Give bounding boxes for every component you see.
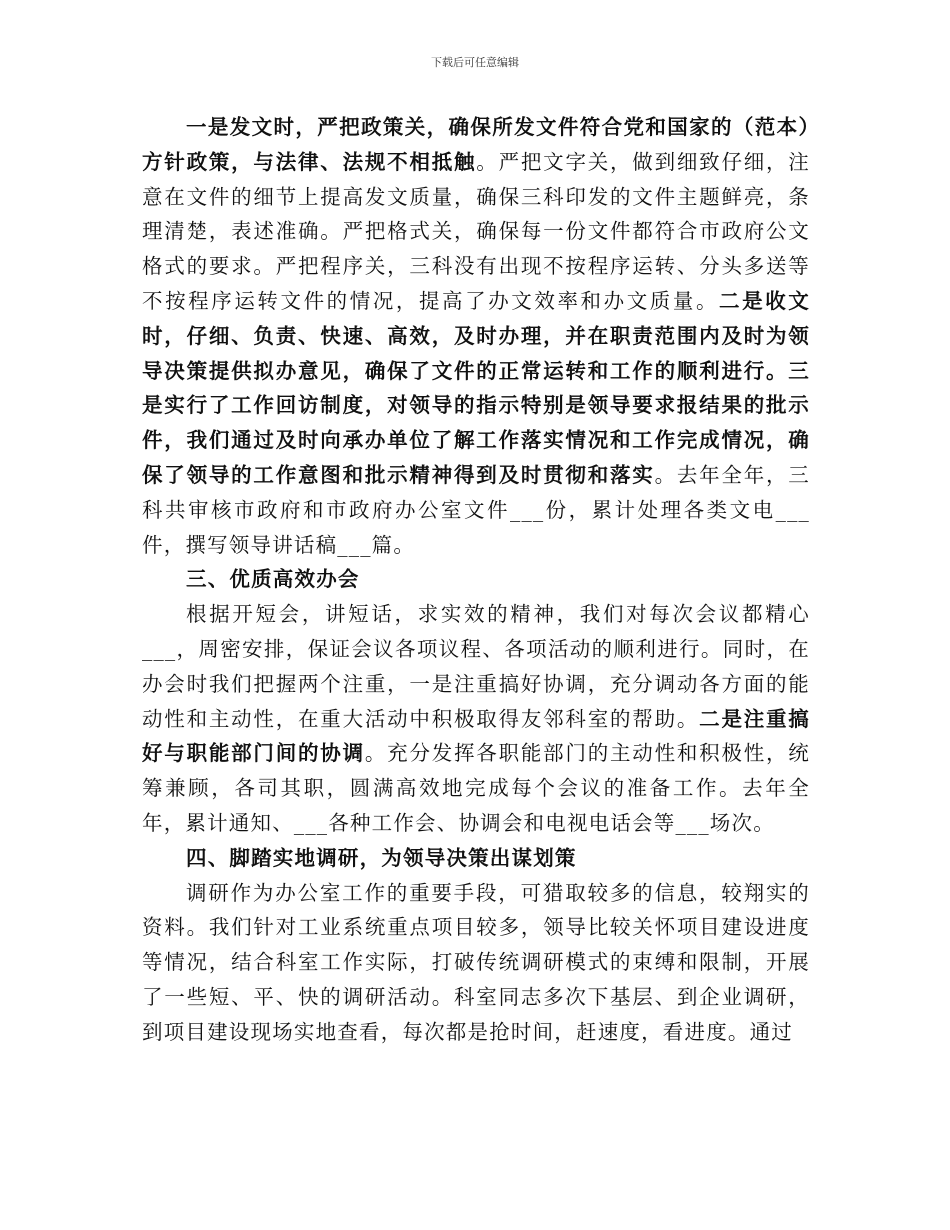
paragraph-research — [142, 876, 810, 1050]
body-text: 。严把文字关，做到细致仔细，注意在文件的细节上提高发文质量，确保三科印发的文件主题鲜亮，条理清楚，表述准确。严把格式关，确保每一份文件都符合市政府公文格式的要求。严把程序关，三科没有出现不按程序运转、分头多送等不按程序运转文件的情况，提高了办文效率和办文质量。 — [142, 149, 811, 313]
body-text: 。去年全年，三科共审核市政府和市政府办公室文件___份，累计处理各类文电___件，撰写领导讲话稿___篇。 — [142, 462, 810, 557]
paragraph-meetings — [142, 597, 810, 841]
section-heading-research: 四、脚踏实地调研，为领导决策出谋划策 — [186, 845, 577, 870]
body-text: 调研作为办公室工作的重要手段，可猎取较多的信息，较翔实的资料。我们针对工业系统重点项目较多，领导比较关怀项目建设进度等情况，结合科室工作实际，打破传统调研模式的束缚和限制，开展了一些短、平、快的调研活动。科室同志多次下基层、到企业调研，到项目建设现场实地查看，每次都是抢时间，赶速度，看进度。通过 — [142, 880, 810, 1044]
bold-text: 二是收文时，仔细、负责、快速、高效，及时办理，并在职责范围内及时为领导决策提供拟办意见，确保了文件的正常运转和工作的顺利进行。三是实行了工作回访制度，对领导的指示特别是领导要求报结果的批示件，我们通过及时向承办单位了解工作落实情况和工作完成情况，确保了领导的工作意图和批示精神得到及时贯彻和落实 — [142, 288, 810, 487]
paragraph-document-handling — [142, 110, 810, 562]
bold-text: 二是注重搞好与职能部门间的协调 — [142, 706, 811, 766]
body-text: 根据开短会，讲短话，求实效的精神，我们对每次会议都精心___，周密安排，保证会议各项议程、各项活动的顺利进行。同时，在办会时我们把握两个注重，一是注重搞好协调，充分调动各方面的能动性和主动性，在重大活动中积极取得友邻科室的帮助。 — [142, 602, 810, 731]
body-text: 。充分发挥各职能部门的主动性和积极性，统筹兼顾，各司其职，圆满高效地完成每个会议的准备工作。去年全年，累计通知、___各种工作会、协调会和电视电话会等___场次。 — [142, 741, 811, 835]
document-body — [142, 110, 810, 1050]
page-header: 下载后可任意编辑 — [431, 56, 519, 69]
section-heading-meetings: 三、优质高效办会 — [186, 567, 360, 592]
bold-text: 一是发文时，严把政策关，确保所发文件符合党和国家的（范本）方针政策，与法律、法规不相抵触 — [142, 115, 810, 174]
